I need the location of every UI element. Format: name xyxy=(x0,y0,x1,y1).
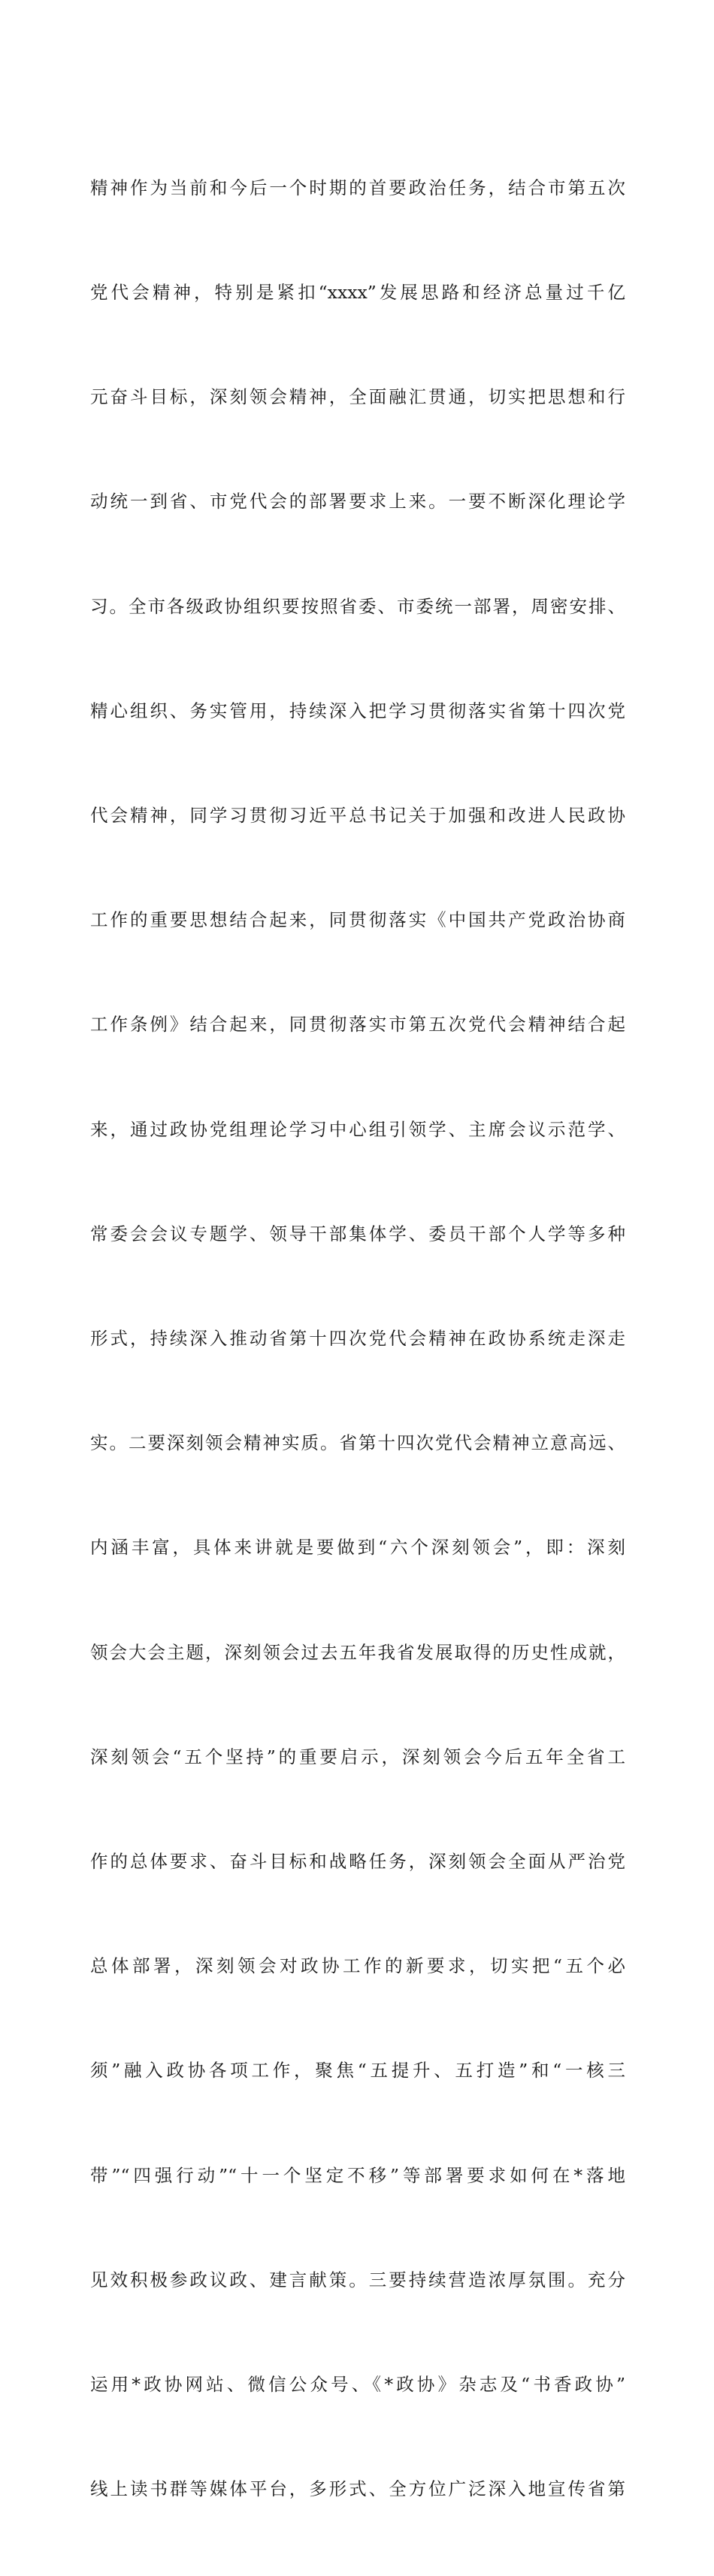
text-line: 动统一到省、市党代会的部署要求上来。一要不断深化理论学 xyxy=(90,491,625,512)
text-line: 总体部署，深刻领会对政协工作的新要求，切实把“五个必 xyxy=(90,1955,625,1977)
text-line: 党代会精神，特别是紧扣“xxxx”发展思路和经济总量过千亿 xyxy=(90,282,625,304)
body-paragraph xyxy=(90,101,625,2576)
text-line: 工作的重要思想结合起来，同贯彻落实《中国共产党政治协商 xyxy=(90,909,625,931)
text-line: 代会精神，同学习贯彻习近平总书记关于加强和改进人民政协 xyxy=(90,805,625,827)
text-line: 带”“四强行动”“十一个坚定不移”等部署要求如何在*落地 xyxy=(90,2164,625,2186)
text-line: 来，通过政协党组理论学习中心组引领学、主席会议示范学、 xyxy=(90,1118,625,1140)
text-line: 内涵丰富，具体来讲就是要做到“六个深刻领会”，即：深刻 xyxy=(90,1537,625,1559)
text-line: 形式，持续深入推动省第十四次党代会精神在政协系统走深走 xyxy=(90,1328,625,1350)
text-line: 习。全市各级政协组织要按照省委、市委统一部署，周密安排、 xyxy=(90,595,625,617)
text-line: 元奋斗目标，深刻领会精神，全面融汇贯通，切实把思想和行 xyxy=(90,386,625,408)
text-line: 领会大会主题，深刻领会过去五年我省发展取得的历史性成就， xyxy=(90,1641,625,1663)
text-line: 精神作为当前和今后一个时期的首要政治任务，结合市第五次 xyxy=(90,177,625,198)
text-line: 常委会会议专题学、领导干部集体学、委员干部个人学等多种 xyxy=(90,1223,625,1244)
text-line: 运用*政协网站、微信公众号、《*政协》杂志及“书香政协” xyxy=(90,2374,625,2396)
text-line: 深刻领会“五个坚持”的重要启示，深刻领会今后五年全省工 xyxy=(90,1746,625,1767)
text-line: 作的总体要求、奋斗目标和战略任务，深刻领会全面从严治党 xyxy=(90,1851,625,1873)
text-line: 工作条例》结合起来，同贯彻落实市第五次党代会精神结合起 xyxy=(90,1014,625,1036)
text-line: 见效积极参政议政、建言献策。三要持续营造浓厚氛围。充分 xyxy=(90,2269,625,2290)
text-line: 须”融入政协各项工作，聚焦“五提升、五打造”和“一核三 xyxy=(90,2060,625,2082)
text-line: 线上读书群等媒体平台，多形式、全方位广泛深入地宣传省第 xyxy=(90,2478,625,2500)
text-line: 实。二要深刻领会精神实质。省第十四次党代会精神立意高远、 xyxy=(90,1432,625,1454)
text-line: 精心组织、务实管用，持续深入把学习贯彻落实省第十四次党 xyxy=(90,700,625,721)
